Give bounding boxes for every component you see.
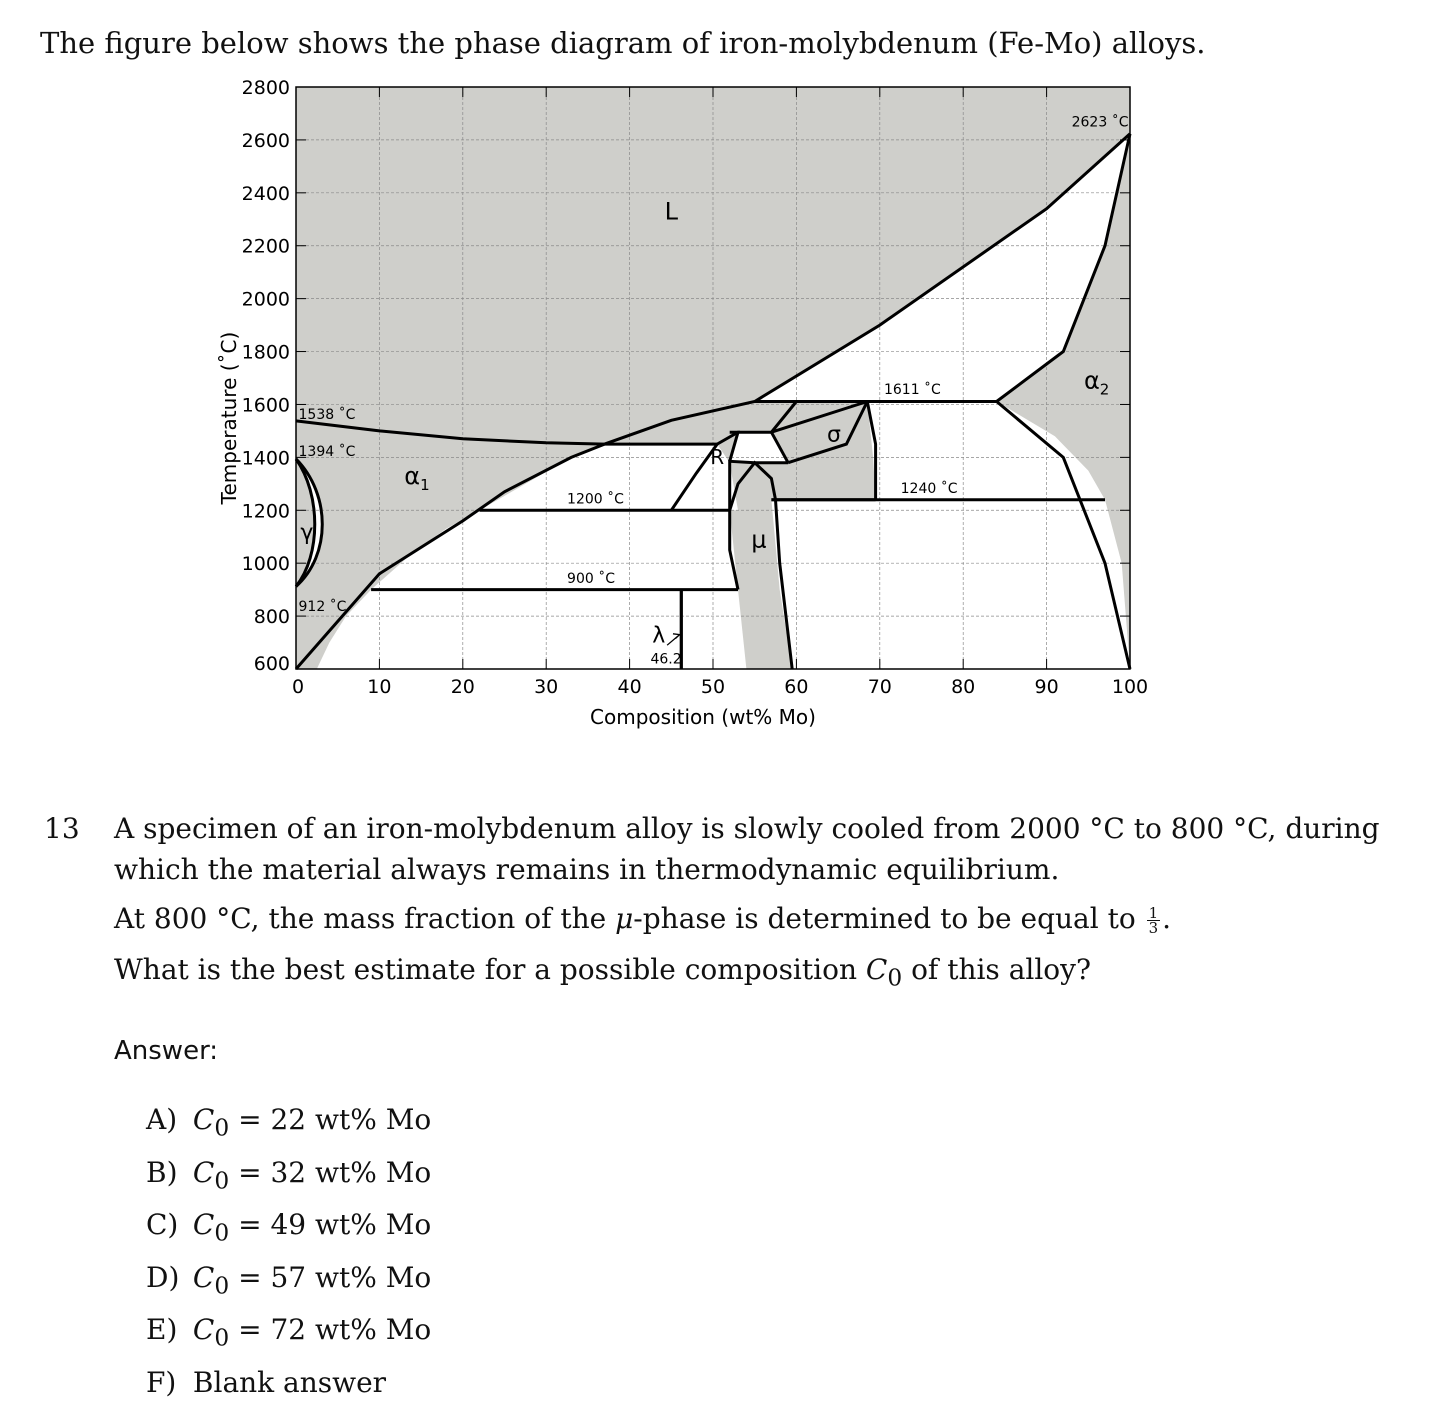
y-tick-label: 2400 xyxy=(241,182,290,205)
x-tick-label: 20 xyxy=(450,676,475,698)
y-tick-label: 1800 xyxy=(241,341,290,364)
annotation-1538: 1538 ˚C xyxy=(298,407,356,424)
option-value: 57 wt% Mo xyxy=(270,1260,432,1294)
option-label: C) xyxy=(146,1208,179,1241)
intro-text: The figure below shows the phase diagram of iron-molybdenum (Fe-Mo) alloys. xyxy=(40,26,1206,60)
region-lambda-mu xyxy=(681,590,746,669)
phase-diagram xyxy=(200,72,1160,742)
y-axis-label: Temperature (˚C) xyxy=(217,331,241,505)
phase-label-sigma: σ xyxy=(826,422,841,448)
phase-label-mu: μ xyxy=(751,525,767,554)
x-tick-label: 30 xyxy=(534,676,559,698)
option-label: D) xyxy=(146,1260,180,1294)
c-subscript: 0 xyxy=(887,963,903,992)
c-subscript: 0 xyxy=(214,1323,230,1352)
phase-label-R: R xyxy=(710,444,725,469)
x-tick-label: 90 xyxy=(1034,676,1059,698)
option-value: 72 wt% Mo xyxy=(270,1313,432,1346)
fraction-numerator: 1 xyxy=(1148,904,1159,922)
answer-options xyxy=(146,1098,431,1413)
question-number: 13 xyxy=(44,812,80,845)
plot-area xyxy=(217,77,1148,729)
region-mu-alpha2 xyxy=(771,500,1130,669)
annotation-1394: 1394 ˚C xyxy=(298,444,356,461)
option-f[interactable] xyxy=(146,1361,431,1414)
c-symbol: C xyxy=(192,1313,215,1346)
c-subscript: 0 xyxy=(214,1271,230,1300)
option-value: Blank answer xyxy=(192,1365,387,1399)
option-a[interactable]: A) $C_0 = 22$ wt% Mo xyxy=(146,1098,431,1151)
c-symbol: C xyxy=(865,953,888,986)
fraction-denominator: 3 xyxy=(1148,919,1159,937)
annotation-2623: 2623 ˚C xyxy=(1071,114,1129,131)
phase-label-lambda: λ xyxy=(652,623,666,649)
option-value: 32 wt% Mo xyxy=(270,1155,432,1189)
c-symbol: C xyxy=(192,1208,215,1241)
option-label: F) xyxy=(146,1365,177,1399)
c-subscript: 0 xyxy=(214,1218,230,1247)
question-text xyxy=(114,808,1434,999)
y-tick-label: 2000 xyxy=(241,288,290,311)
y-tick-label: 2200 xyxy=(241,235,290,258)
c-subscript: 0 xyxy=(214,1166,230,1195)
option-label: B) xyxy=(146,1155,178,1189)
q2-mid: -phase is determined to be equal to xyxy=(633,902,1145,935)
c-subscript: 0 xyxy=(214,1113,230,1142)
y-tick-label: 2800 xyxy=(241,77,290,99)
q2-prefix: At 800 °C, the mass fraction of the xyxy=(114,902,616,935)
option-value: 22 wt% Mo xyxy=(270,1103,432,1136)
x-tick-label: 80 xyxy=(951,676,976,698)
mu-symbol: μ xyxy=(615,902,634,935)
option-value: 49 wt% Mo xyxy=(270,1208,432,1241)
fraction xyxy=(1147,906,1161,935)
phase-label-subscript: 2 xyxy=(1099,380,1110,399)
y-tick-label: 600 xyxy=(253,653,290,675)
option-label: A) xyxy=(146,1103,178,1136)
x-tick-label: 60 xyxy=(784,676,809,698)
annotation-46-2: 46.2 xyxy=(650,651,682,668)
phase-label-gamma: γ xyxy=(300,520,314,546)
c-symbol: C xyxy=(192,1155,215,1189)
phase-label-alpha1: $\alpha_1$ xyxy=(404,461,430,494)
annotation-1240: 1240 ˚C xyxy=(900,481,958,498)
y-tick-label: 800 xyxy=(253,606,290,629)
c-symbol: C xyxy=(192,1103,215,1136)
annotation-912: 912 ˚C xyxy=(298,598,347,615)
question-line-1: A specimen of an iron-molybdenum alloy is slowly cooled from 2000 °C to 800 °C, during which the material always remains in thermodynamic equilibrium. xyxy=(114,812,1380,886)
x-tick-label: 10 xyxy=(367,676,392,698)
annotation-1611: 1611 ˚C xyxy=(883,381,941,398)
option-b[interactable]: B) $C_0 = 32$ wt% Mo xyxy=(146,1151,431,1204)
phase-label-subscript: 1 xyxy=(420,475,430,494)
annotation-900: 900 ˚C xyxy=(567,571,616,588)
x-tick-label: 70 xyxy=(867,676,892,698)
c-symbol: C xyxy=(192,1260,215,1294)
phase-label-L: L xyxy=(664,197,678,226)
q3-end: of this alloy? xyxy=(902,953,1091,986)
q3-prefix: What is the best estimate for a possible composition xyxy=(114,953,866,986)
y-tick-label: 1400 xyxy=(241,447,290,470)
y-tick-label: 1200 xyxy=(241,500,290,523)
phase-label-alpha2: $\alpha_2$ xyxy=(1083,366,1110,399)
option-label: E) xyxy=(146,1313,178,1346)
x-tick-label: 0 xyxy=(291,676,305,698)
answer-label: Answer: xyxy=(114,1036,219,1066)
y-tick-label: 1600 xyxy=(241,394,290,417)
annotation-1200: 1200 ˚C xyxy=(567,491,624,508)
option-e[interactable]: E) $C_0 = 72$ wt% Mo xyxy=(146,1308,431,1361)
x-axis-label: Composition (wt% Mo) xyxy=(590,705,816,729)
option-c[interactable]: C) $C_0 = 49$ wt% Mo xyxy=(146,1203,431,1256)
x-tick-label: 40 xyxy=(617,676,642,698)
question-line-2 xyxy=(114,898,1434,939)
y-tick-label: 1000 xyxy=(241,553,290,576)
y-tick-label: 2600 xyxy=(241,129,290,152)
option-d[interactable]: D) $C_0 = 57$ wt% Mo xyxy=(146,1256,431,1309)
question-line-3 xyxy=(114,949,1434,999)
x-tick-label: 100 xyxy=(1111,676,1149,698)
q2-end: . xyxy=(1162,902,1172,935)
region-alpha1-lambda xyxy=(317,590,682,669)
x-tick-label: 50 xyxy=(700,676,726,698)
